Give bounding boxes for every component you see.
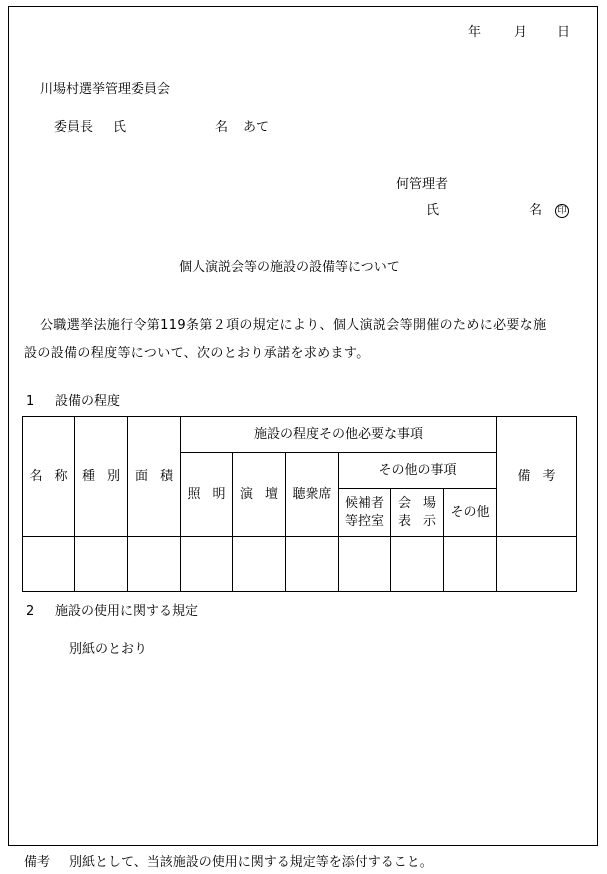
col-seats-header: 聴衆席 — [286, 453, 339, 537]
col-waiting-room-header: 候補者 等控室 — [339, 489, 391, 537]
cell-name[interactable] — [23, 537, 75, 592]
cell-light[interactable] — [181, 537, 233, 592]
addressee-mei: 名 — [215, 120, 229, 135]
seal-char: 印 — [555, 204, 569, 218]
addressee-ate: あて — [243, 120, 270, 135]
col-name-header: 名 称 — [23, 417, 75, 537]
date-year: 年 — [468, 25, 482, 40]
cell-venue-sign[interactable] — [391, 537, 444, 592]
seal-mark — [555, 203, 569, 218]
col-other-header: その他 — [444, 489, 497, 537]
addressee-chair: 委員長 — [54, 120, 94, 135]
body-line-1: 公職選挙法施行令第119条第２項の規定により、個人演説会等開催のために必要な施 — [40, 318, 547, 333]
cell-remarks[interactable] — [497, 537, 577, 592]
section1-number: 1 — [26, 394, 35, 409]
date-line — [0, 26, 607, 40]
cell-stage[interactable] — [233, 537, 286, 592]
col-venue-sign-header: 会 場 表 示 — [391, 489, 444, 537]
equipment-table — [22, 416, 577, 592]
date-day: 日 — [557, 25, 571, 40]
table-row — [23, 537, 577, 592]
cell-seats[interactable] — [286, 537, 339, 592]
cell-waiting-room[interactable] — [339, 537, 391, 592]
sender-title: 何管理者 — [396, 177, 449, 192]
body-line-2: 設の設備の程度等について、次のとおり承諾を求めます。 — [24, 346, 370, 361]
cell-area[interactable] — [128, 537, 181, 592]
section1-heading: 設備の程度 — [55, 394, 121, 409]
other-items-header: その他の事項 — [339, 453, 497, 489]
footnote-text: 別紙として、当該施設の使用に関する規定等を添付すること。 — [69, 855, 433, 870]
col-remarks-header: 備 考 — [497, 417, 577, 537]
date-month: 月 — [514, 25, 528, 40]
section2-number: 2 — [26, 604, 35, 619]
addressee-org: 川場村選挙管理委員会 — [40, 82, 171, 97]
col-area-header: 面 積 — [128, 417, 181, 537]
subject-title: 個人演説会等の施設の設備等について — [179, 260, 400, 275]
section2-heading: 施設の使用に関する規定 — [55, 604, 199, 619]
addressee-shi: 氏 — [113, 120, 127, 135]
cell-other[interactable] — [444, 537, 497, 592]
sender-mei: 名 — [529, 203, 543, 218]
footnote-label: 備考 — [24, 855, 51, 870]
cell-type[interactable] — [75, 537, 128, 592]
sender-shi: 氏 — [426, 203, 440, 218]
col-type-header: 種 別 — [75, 417, 128, 537]
facility-group-header: 施設の程度その他必要な事項 — [181, 417, 497, 453]
col-light-header: 照 明 — [181, 453, 233, 537]
attachment-note: 別紙のとおり — [69, 642, 148, 657]
col-stage-header: 演 壇 — [233, 453, 286, 537]
